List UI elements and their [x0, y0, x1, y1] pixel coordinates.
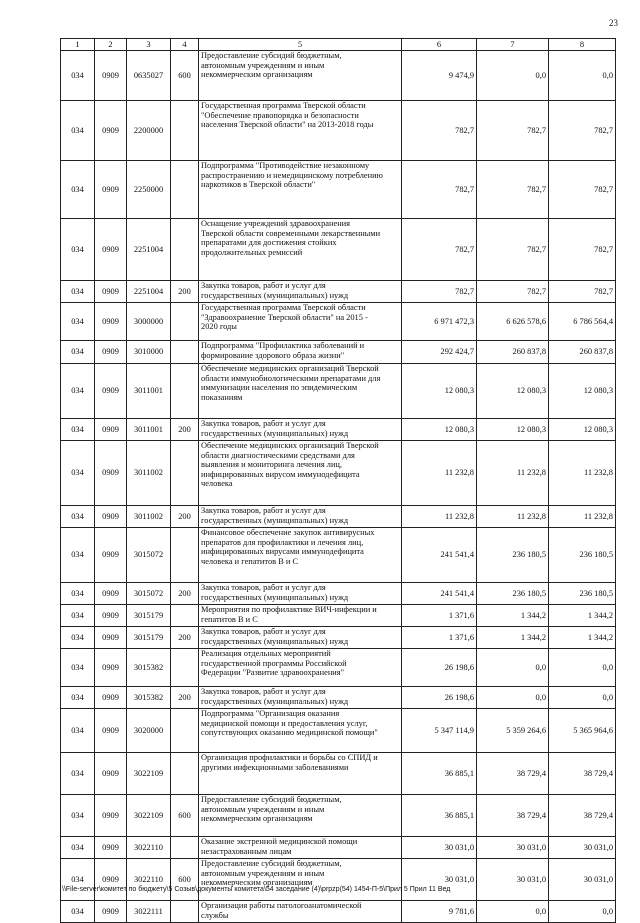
amount-2017-cell: 0,0 — [477, 51, 549, 101]
amount-2018-cell: 11 232,8 — [549, 441, 616, 506]
section-code-cell: 0909 — [95, 419, 127, 441]
amount-2016-cell: 292 424,7 — [402, 341, 477, 364]
table-row — [61, 837, 616, 859]
amount-2018-cell: 5 365 964,6 — [549, 709, 616, 753]
table-row — [61, 219, 616, 281]
amount-2018-cell: 30 031,0 — [549, 837, 616, 859]
description-cell: Обеспечение медицинских организаций Тверской области иммунобиологическими препаратами для иммунизации населения по эпидемическим показаниям — [199, 364, 402, 419]
description-cell: Закупка товаров, работ и услуг для государственных (муниципальных) нужд — [199, 419, 402, 441]
target-article-code-cell: 3015382 — [127, 649, 171, 687]
description-cell: Мероприятия по профилактике ВИЧ-инфекции и гепатитов В и С — [199, 605, 402, 627]
amount-2016-cell: 11 232,8 — [402, 506, 477, 528]
section-code-cell: 0909 — [95, 441, 127, 506]
ministry-code-cell: 034 — [61, 364, 95, 419]
target-article-code-cell: 3011002 — [127, 506, 171, 528]
section-code-cell: 0909 — [95, 281, 127, 303]
section-code-cell: 0909 — [95, 303, 127, 341]
amount-2016-cell: 5 347 114,9 — [402, 709, 477, 753]
expense-type-code-cell — [171, 219, 199, 281]
amount-2018-cell: 0,0 — [549, 649, 616, 687]
amount-2016-cell: 241 541,4 — [402, 528, 477, 583]
amount-2016-cell: 6 971 472,3 — [402, 303, 477, 341]
ministry-code-cell: 034 — [61, 753, 95, 795]
amount-2018-cell: 1 344,2 — [549, 627, 616, 649]
ministry-code-cell: 034 — [61, 101, 95, 161]
target-article-code-cell: 3011001 — [127, 364, 171, 419]
section-code-cell: 0909 — [95, 687, 127, 709]
target-article-code-cell: 3015179 — [127, 627, 171, 649]
amount-2016-cell: 30 031,0 — [402, 859, 477, 901]
ministry-code-cell: 034 — [61, 219, 95, 281]
target-article-code-cell: 2251004 — [127, 281, 171, 303]
amount-2018-cell: 30 031,0 — [549, 859, 616, 901]
ministry-code-cell: 034 — [61, 583, 95, 605]
amount-2017-cell: 0,0 — [477, 901, 549, 923]
table-row — [61, 441, 616, 506]
amount-2016-cell: 12 080,3 — [402, 419, 477, 441]
amount-2017-cell: 38 729,4 — [477, 753, 549, 795]
table-row — [61, 901, 616, 923]
ministry-code-cell: 034 — [61, 859, 95, 901]
table-row — [61, 795, 616, 837]
amount-2016-cell: 26 198,6 — [402, 649, 477, 687]
column-header: 1 — [61, 39, 95, 51]
expense-type-code-cell: 200 — [171, 687, 199, 709]
expense-type-code-cell — [171, 303, 199, 341]
section-code-cell: 0909 — [95, 709, 127, 753]
section-code-cell: 0909 — [95, 627, 127, 649]
target-article-code-cell: 3015382 — [127, 687, 171, 709]
description-cell: Организация профилактики и борьбы со СПИД и другими инфекционными заболеваниями — [199, 753, 402, 795]
description-cell: Закупка товаров, работ и услуг для государственных (муниципальных) нужд — [199, 281, 402, 303]
section-code-cell: 0909 — [95, 859, 127, 901]
amount-2018-cell: 11 232,8 — [549, 506, 616, 528]
table-row — [61, 709, 616, 753]
amount-2016-cell: 1 371,6 — [402, 627, 477, 649]
section-code-cell: 0909 — [95, 364, 127, 419]
amount-2018-cell: 12 080,3 — [549, 419, 616, 441]
table-body — [61, 51, 616, 923]
table-row — [61, 859, 616, 901]
expense-type-code-cell — [171, 341, 199, 364]
file-path-footer: \\File-server\комитет по бюджету\5 Созыв\документы комитета\54 заседание (4)\prpzp(54) 1454-П-5\Прил 5 Прил 11 Вед — [62, 886, 451, 893]
ministry-code-cell: 034 — [61, 281, 95, 303]
target-article-code-cell: 2251004 — [127, 219, 171, 281]
amount-2017-cell: 782,7 — [477, 281, 549, 303]
section-code-cell: 0909 — [95, 506, 127, 528]
description-cell: Подпрограмма "Профилактика заболеваний и формирование здорового образа жизни" — [199, 341, 402, 364]
amount-2017-cell: 782,7 — [477, 101, 549, 161]
section-code-cell: 0909 — [95, 649, 127, 687]
amount-2017-cell: 6 626 578,6 — [477, 303, 549, 341]
ministry-code-cell: 034 — [61, 441, 95, 506]
description-cell: Подпрограмма "Организация оказания медицинской помощи и предоставления услуг, сопутствующих оказанию медицинской помощи" — [199, 709, 402, 753]
table-row — [61, 51, 616, 101]
section-code-cell: 0909 — [95, 795, 127, 837]
target-article-code-cell: 3015072 — [127, 583, 171, 605]
target-article-code-cell: 3022109 — [127, 753, 171, 795]
target-article-code-cell: 3015179 — [127, 605, 171, 627]
expense-type-code-cell — [171, 441, 199, 506]
amount-2017-cell: 5 359 264,6 — [477, 709, 549, 753]
target-article-code-cell: 2200000 — [127, 101, 171, 161]
table-row — [61, 583, 616, 605]
description-cell: Предоставление субсидий бюджетным, автономным учреждениям и иным некоммерческим организациям — [199, 795, 402, 837]
section-code-cell: 0909 — [95, 161, 127, 219]
table-row — [61, 506, 616, 528]
description-cell: Подпрограмма "Противодействие незаконному распространению и немедицинскому потреблению наркотиков в Тверской области" — [199, 161, 402, 219]
target-article-code-cell: 3022110 — [127, 859, 171, 901]
description-cell: Закупка товаров, работ и услуг для государственных (муниципальных) нужд — [199, 687, 402, 709]
ministry-code-cell: 034 — [61, 627, 95, 649]
target-article-code-cell: 3022111 — [127, 901, 171, 923]
amount-2016-cell: 11 232,8 — [402, 441, 477, 506]
ministry-code-cell: 034 — [61, 901, 95, 923]
ministry-code-cell: 034 — [61, 795, 95, 837]
description-cell: Организация работы патологоанатомической службы — [199, 901, 402, 923]
description-cell: Предоставление субсидий бюджетным, автономным учреждениям и иным некоммерческим организациям — [199, 859, 402, 901]
ministry-code-cell: 034 — [61, 341, 95, 364]
table-row — [61, 528, 616, 583]
amount-2017-cell: 38 729,4 — [477, 795, 549, 837]
expense-type-code-cell — [171, 901, 199, 923]
amount-2016-cell: 26 198,6 — [402, 687, 477, 709]
amount-2017-cell: 12 080,3 — [477, 364, 549, 419]
amount-2017-cell: 30 031,0 — [477, 837, 549, 859]
expense-type-code-cell: 200 — [171, 583, 199, 605]
description-cell: Обеспечение медицинских организаций Тверской области диагностическими средствами для выявления и мониторинга лечения лиц, инфицированных вирусом иммунодефицита человека — [199, 441, 402, 506]
ministry-code-cell: 034 — [61, 528, 95, 583]
section-code-cell: 0909 — [95, 837, 127, 859]
amount-2016-cell: 12 080,3 — [402, 364, 477, 419]
amount-2016-cell: 36 885,1 — [402, 795, 477, 837]
column-header: 2 — [95, 39, 127, 51]
amount-2017-cell: 0,0 — [477, 687, 549, 709]
amount-2017-cell: 0,0 — [477, 649, 549, 687]
target-article-code-cell: 3015072 — [127, 528, 171, 583]
section-code-cell: 0909 — [95, 753, 127, 795]
description-cell: Реализация отдельных мероприятий государственной программы Российской Федерации "Развитие здравоохранения" — [199, 649, 402, 687]
expense-type-code-cell — [171, 605, 199, 627]
target-article-code-cell: 3020000 — [127, 709, 171, 753]
expense-type-code-cell — [171, 753, 199, 795]
amount-2016-cell: 1 371,6 — [402, 605, 477, 627]
table-row — [61, 303, 616, 341]
amount-2016-cell: 782,7 — [402, 101, 477, 161]
column-header: 7 — [477, 39, 549, 51]
ministry-code-cell: 034 — [61, 837, 95, 859]
table-row — [61, 649, 616, 687]
amount-2018-cell: 0,0 — [549, 687, 616, 709]
expense-type-code-cell — [171, 101, 199, 161]
column-header: 6 — [402, 39, 477, 51]
column-header: 3 — [127, 39, 171, 51]
amount-2017-cell: 1 344,2 — [477, 605, 549, 627]
table-row — [61, 364, 616, 419]
amount-2018-cell: 6 786 564,4 — [549, 303, 616, 341]
amount-2016-cell: 241 541,4 — [402, 583, 477, 605]
amount-2016-cell: 9 781,6 — [402, 901, 477, 923]
section-code-cell: 0909 — [95, 219, 127, 281]
target-article-code-cell: 3022110 — [127, 837, 171, 859]
table-row — [61, 605, 616, 627]
amount-2016-cell: 9 474,9 — [402, 51, 477, 101]
table-row — [61, 101, 616, 161]
amount-2018-cell: 0,0 — [549, 901, 616, 923]
amount-2017-cell: 236 180,5 — [477, 583, 549, 605]
table-row — [61, 281, 616, 303]
header-row — [61, 39, 616, 51]
description-cell: Оказание экстренной медицинской помощи незастрахованным лицам — [199, 837, 402, 859]
expense-type-code-cell: 200 — [171, 506, 199, 528]
section-code-cell: 0909 — [95, 605, 127, 627]
description-cell: Финансовое обеспечение закупок антивирусных препаратов для профилактики и лечения лиц, инфицированных вирусами иммунодефицита человека и гепатитов В и С — [199, 528, 402, 583]
amount-2018-cell: 0,0 — [549, 51, 616, 101]
target-article-code-cell: 0635027 — [127, 51, 171, 101]
target-article-code-cell: 3022109 — [127, 795, 171, 837]
amount-2017-cell: 12 080,3 — [477, 419, 549, 441]
amount-2017-cell: 782,7 — [477, 161, 549, 219]
expense-type-code-cell: 600 — [171, 51, 199, 101]
amount-2016-cell: 30 031,0 — [402, 837, 477, 859]
expense-type-code-cell: 200 — [171, 627, 199, 649]
amount-2017-cell: 236 180,5 — [477, 528, 549, 583]
amount-2018-cell: 38 729,4 — [549, 795, 616, 837]
ministry-code-cell: 034 — [61, 51, 95, 101]
expense-type-code-cell: 600 — [171, 859, 199, 901]
amount-2018-cell: 260 837,8 — [549, 341, 616, 364]
description-cell: Оснащение учреждений здравоохранения Тверской области современными лекарственными препаратами для достижения стойких продолжительных ремиссий — [199, 219, 402, 281]
section-code-cell: 0909 — [95, 341, 127, 364]
column-header: 4 — [171, 39, 199, 51]
amount-2016-cell: 782,7 — [402, 219, 477, 281]
amount-2016-cell: 36 885,1 — [402, 753, 477, 795]
amount-2018-cell: 236 180,5 — [549, 528, 616, 583]
expense-type-code-cell: 200 — [171, 419, 199, 441]
ministry-code-cell: 034 — [61, 709, 95, 753]
table-row — [61, 419, 616, 441]
expense-type-code-cell: 200 — [171, 281, 199, 303]
table-row — [61, 161, 616, 219]
ministry-code-cell: 034 — [61, 687, 95, 709]
amount-2018-cell: 782,7 — [549, 101, 616, 161]
ministry-code-cell: 034 — [61, 303, 95, 341]
ministry-code-cell: 034 — [61, 419, 95, 441]
expense-type-code-cell — [171, 837, 199, 859]
amount-2017-cell: 11 232,8 — [477, 441, 549, 506]
table-row — [61, 341, 616, 364]
ministry-code-cell: 034 — [61, 506, 95, 528]
expense-type-code-cell — [171, 709, 199, 753]
amount-2018-cell: 12 080,3 — [549, 364, 616, 419]
expense-type-code-cell — [171, 649, 199, 687]
table-row — [61, 687, 616, 709]
description-cell: Закупка товаров, работ и услуг для государственных (муниципальных) нужд — [199, 627, 402, 649]
column-header: 8 — [549, 39, 616, 51]
budget-table — [60, 38, 616, 923]
amount-2018-cell: 1 344,2 — [549, 605, 616, 627]
ministry-code-cell: 034 — [61, 649, 95, 687]
amount-2018-cell: 782,7 — [549, 161, 616, 219]
description-cell: Закупка товаров, работ и услуг для государственных (муниципальных) нужд — [199, 506, 402, 528]
amount-2018-cell: 782,7 — [549, 219, 616, 281]
amount-2016-cell: 782,7 — [402, 281, 477, 303]
section-code-cell: 0909 — [95, 51, 127, 101]
amount-2017-cell: 782,7 — [477, 219, 549, 281]
table-row — [61, 753, 616, 795]
amount-2017-cell: 260 837,8 — [477, 341, 549, 364]
page-number: 23 — [609, 18, 618, 28]
expense-type-code-cell: 600 — [171, 795, 199, 837]
target-article-code-cell: 3011001 — [127, 419, 171, 441]
column-header: 5 — [199, 39, 402, 51]
ministry-code-cell: 034 — [61, 161, 95, 219]
description-cell: Государственная программа Тверской области "Обеспечение правопорядка и безопасности населения Тверской области" на 2013-2018 годы — [199, 101, 402, 161]
table-row — [61, 627, 616, 649]
expense-type-code-cell — [171, 528, 199, 583]
expense-type-code-cell — [171, 364, 199, 419]
amount-2017-cell: 1 344,2 — [477, 627, 549, 649]
section-code-cell: 0909 — [95, 583, 127, 605]
description-cell: Государственная программа Тверской области "Здравоохранение Тверской области" на 2015 - 2020 годы — [199, 303, 402, 341]
target-article-code-cell: 3010000 — [127, 341, 171, 364]
ministry-code-cell: 034 — [61, 605, 95, 627]
amount-2018-cell: 38 729,4 — [549, 753, 616, 795]
amount-2018-cell: 236 180,5 — [549, 583, 616, 605]
target-article-code-cell: 3000000 — [127, 303, 171, 341]
target-article-code-cell: 3011002 — [127, 441, 171, 506]
description-cell: Предоставление субсидий бюджетным, автономным учреждениям и иным некоммерческим организациям — [199, 51, 402, 101]
amount-2018-cell: 782,7 — [549, 281, 616, 303]
description-cell: Закупка товаров, работ и услуг для государственных (муниципальных) нужд — [199, 583, 402, 605]
section-code-cell: 0909 — [95, 101, 127, 161]
expense-type-code-cell — [171, 161, 199, 219]
amount-2017-cell: 11 232,8 — [477, 506, 549, 528]
section-code-cell: 0909 — [95, 528, 127, 583]
section-code-cell: 0909 — [95, 901, 127, 923]
target-article-code-cell: 2250000 — [127, 161, 171, 219]
amount-2017-cell: 30 031,0 — [477, 859, 549, 901]
amount-2016-cell: 782,7 — [402, 161, 477, 219]
